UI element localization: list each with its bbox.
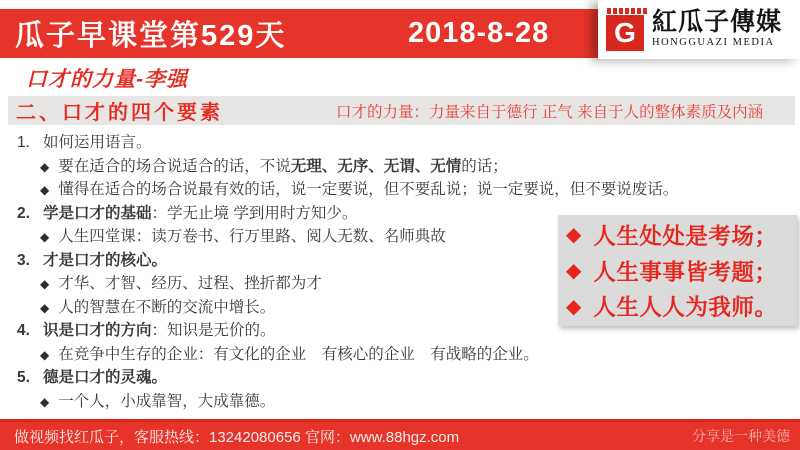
item-title-text	[43, 131, 152, 155]
section-heading: 二、口才的四个要素	[16, 102, 223, 124]
highlight-text: 人生处处是考场；	[593, 223, 778, 249]
footer-slogan: 分享是一种美德	[692, 428, 790, 444]
text-run: 识是口才的方向	[43, 322, 152, 339]
text-run: 懂得在适合的场合说最有效的话，说一定要说，但不要乱说；说一定要说，但不要说废话。	[58, 181, 679, 198]
item-title-line	[10, 202, 595, 226]
text-run: 如何运用语言。	[43, 134, 152, 151]
bullet-line	[10, 155, 595, 179]
g-letter-icon: G	[606, 15, 644, 51]
diamond-bullet-icon: ◆	[40, 230, 50, 244]
bullet-text	[58, 343, 539, 367]
bullet-text	[58, 225, 446, 249]
diamond-bullet-icon: ◆	[40, 347, 50, 362]
text-run: 才华、才智、经历、过程、挫折都为才	[58, 275, 322, 292]
list-item	[10, 202, 595, 249]
text-run: ：学无止境 学到用时方知少。	[151, 204, 358, 222]
bullet-text	[58, 272, 322, 296]
text-run: 才是口才的核心。	[43, 251, 168, 269]
list-item	[10, 249, 595, 320]
diamond-bullet-icon: ◆	[40, 277, 50, 291]
logo-name-cn: 紅瓜子傳媒	[652, 9, 783, 37]
bullet-line	[10, 390, 595, 414]
item-number: 5.	[17, 369, 30, 386]
top-banner	[0, 9, 606, 58]
list-item	[10, 131, 679, 202]
bullet-line	[10, 272, 595, 296]
highlight-item	[566, 255, 797, 287]
item-number: 2.	[17, 204, 30, 222]
bullet-line	[10, 343, 595, 367]
list-item	[10, 319, 595, 366]
film-sprockets	[607, 8, 647, 14]
item-title-line	[10, 366, 595, 390]
section-bar	[8, 96, 795, 125]
text-run: 学是口才的基础	[43, 204, 152, 222]
item-title-line	[10, 131, 595, 155]
item-number: 4.	[17, 322, 30, 339]
text-run: 的话；	[461, 157, 508, 175]
item-number: 1.	[17, 134, 30, 151]
diamond-bullet-icon: ◆	[566, 260, 582, 282]
footer-contact-info: 做视频找红瓜子，客服热线：13242080656 官网：www.88hgz.com	[14, 428, 460, 446]
text-run: 无理、无序、无谓、无情	[290, 157, 462, 175]
diamond-bullet-icon: ◆	[40, 159, 50, 174]
hongguazi-logo	[598, 0, 800, 59]
diamond-bullet-icon: ◆	[40, 394, 50, 409]
bullet-text	[58, 390, 275, 414]
item-title-text	[43, 202, 357, 226]
highlight-item	[566, 290, 797, 322]
highlight-text: 人生事事皆考题；	[593, 259, 778, 285]
section-note: 口才的力量：力量来自于德行 正气 来自于人的整体素质及内涵	[336, 103, 764, 121]
item-title-line	[10, 319, 595, 343]
text-run: 要在适合的场合说适合的话，不说	[58, 157, 291, 175]
diamond-bullet-icon: ◆	[566, 295, 582, 318]
text-run: ：知识是无价的。	[151, 322, 276, 339]
banner-date: 2018-8-28	[408, 17, 550, 49]
lecture-title: 口才的力量-李强	[26, 68, 188, 91]
logo-name-en: HONGGUAZI MEDIA	[652, 37, 775, 49]
body-list	[10, 131, 679, 413]
text-run: 人生四堂课：读万卷书、行万里路、阅人无数、名师典故	[58, 228, 446, 245]
highlight-box	[558, 215, 797, 326]
bullet-line	[10, 178, 679, 202]
item-title-text	[43, 319, 276, 343]
highlight-text: 人生人人为我师。	[593, 295, 778, 321]
item-title-text	[43, 366, 167, 390]
item-title-text	[43, 249, 167, 273]
diamond-bullet-icon: ◆	[566, 224, 582, 247]
filmstrip-g-icon	[606, 8, 647, 51]
bullet-line	[10, 225, 595, 249]
bullet-line	[10, 296, 595, 320]
bullet-text	[58, 178, 678, 202]
list-item	[10, 366, 595, 413]
diamond-bullet-icon: ◆	[40, 300, 50, 315]
item-number: 3.	[17, 251, 30, 269]
diamond-bullet-icon: ◆	[40, 183, 50, 197]
text-run: 在竞争中生存的企业：有文化的企业 有核心的企业 有战略的企业。	[58, 345, 539, 363]
logo-text	[652, 10, 782, 49]
text-run: 德是口才的灵魂。	[43, 369, 168, 386]
bullet-text	[58, 296, 275, 320]
highlight-item	[566, 219, 797, 251]
text-run: 人的智慧在不断的交流中增长。	[58, 298, 276, 316]
banner-title: 瓜子早课堂第529天	[15, 20, 287, 52]
item-title-line	[10, 249, 595, 273]
bullet-text	[58, 155, 508, 179]
footer-bar	[0, 419, 800, 450]
text-run: 一个人，小成靠智，大成靠德。	[58, 392, 276, 410]
